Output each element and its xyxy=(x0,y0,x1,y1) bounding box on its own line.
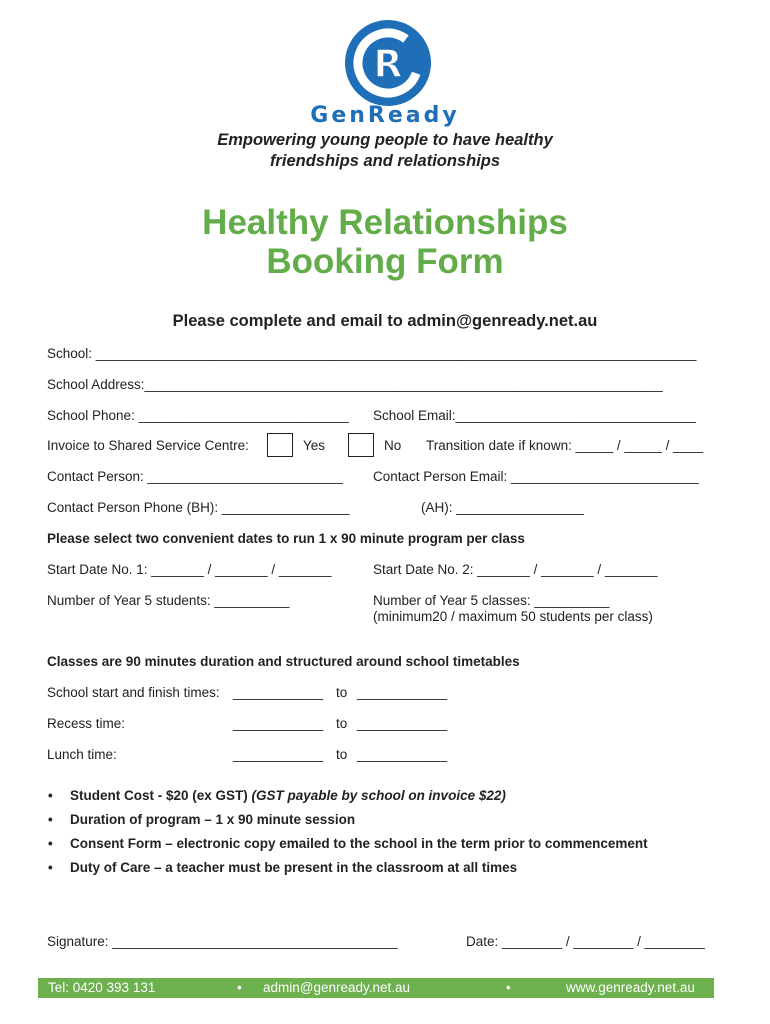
tagline-line2: friendships and relationships xyxy=(269,152,501,170)
lunch-label: Lunch time: xyxy=(47,747,117,762)
bullet-icon: • xyxy=(48,788,53,803)
bullet-icon: • xyxy=(48,812,53,827)
start-date-1-field[interactable]: Start Date No. 1: _______ / _______ / _______ xyxy=(47,562,332,577)
footer-separator: • xyxy=(506,980,511,995)
duration-text: Duration of program – 1 x 90 minute session xyxy=(70,812,356,827)
lunch-start-blank[interactable]: ____________ xyxy=(233,747,324,762)
invoice-no-checkbox[interactable] xyxy=(348,433,374,457)
bullet-icon: • xyxy=(48,836,53,851)
bullet-icon: • xyxy=(48,860,53,875)
contact-email-field[interactable]: Contact Person Email: _________________________ xyxy=(373,469,699,484)
start-finish-to: to xyxy=(336,685,348,700)
contact-person-field[interactable]: Contact Person: __________________________ xyxy=(47,469,343,484)
footer-phone: Tel: 0420 393 131 xyxy=(48,980,156,995)
year5-classes-field[interactable]: Number of Year 5 classes: __________ xyxy=(373,593,610,608)
invoice-yes-label: Yes xyxy=(303,438,326,453)
tagline-line1: Empowering young people to have healthy xyxy=(217,131,553,149)
classes-note: (minimum20 / maximum 50 students per class) xyxy=(373,609,653,624)
list-item xyxy=(48,860,648,884)
list-item xyxy=(48,812,648,836)
school-address-field[interactable]: School Address:_____________________________________________________________________ xyxy=(47,377,663,392)
contact-phone-bh-field[interactable]: Contact Person Phone (BH): _________________ xyxy=(47,500,350,515)
footer-website[interactable]: www.genready.net.au xyxy=(566,980,695,995)
contact-phone-ah-field[interactable]: (AH): _________________ xyxy=(421,500,584,515)
gst-note-text: (GST payable by school on invoice $22) xyxy=(247,788,506,803)
instruction-text: Please complete and email to admin@genready.net.au xyxy=(172,312,598,330)
duty-of-care-text: Duty of Care – a teacher must be present in the classroom at all times xyxy=(70,860,518,875)
date-field[interactable]: Date: ________ / ________ / ________ xyxy=(466,934,705,949)
footer-email[interactable]: admin@genready.net.au xyxy=(263,980,411,995)
invoice-no-label: No xyxy=(384,438,402,453)
transition-date-field[interactable]: Transition date if known: _____ / _____ / ____ xyxy=(426,438,704,453)
form-title-line2: Booking Form xyxy=(266,242,504,281)
lunch-to: to xyxy=(336,747,348,762)
school-phone-field[interactable]: School Phone: ____________________________ xyxy=(47,408,349,423)
school-field[interactable]: School: ________________________________________________________________________________ xyxy=(47,346,697,361)
finish-time-blank[interactable]: ____________ xyxy=(357,685,448,700)
times-heading: Classes are 90 minutes duration and structured around school timetables xyxy=(47,654,520,669)
recess-label: Recess time: xyxy=(47,716,126,731)
year5-students-field[interactable]: Number of Year 5 students: __________ xyxy=(47,593,290,608)
form-title-line1: Healthy Relationships xyxy=(202,203,568,242)
recess-end-blank[interactable]: ____________ xyxy=(357,716,448,731)
terms-list xyxy=(48,788,648,884)
start-time-blank[interactable]: ____________ xyxy=(233,685,324,700)
consent-text: Consent Form – electronic copy emailed to the school in the term prior to commencement xyxy=(70,836,648,851)
genready-logo xyxy=(345,20,431,106)
footer-separator: • xyxy=(237,980,242,995)
start-date-2-field[interactable]: Start Date No. 2: _______ / _______ / _______ xyxy=(373,562,658,577)
footer-bar xyxy=(38,978,714,998)
dates-heading: Please select two convenient dates to run 1 x 90 minute program per class xyxy=(47,531,525,546)
recess-to: to xyxy=(336,716,348,731)
signature-field[interactable]: Signature: ______________________________________ xyxy=(47,934,398,949)
recess-start-blank[interactable]: ____________ xyxy=(233,716,324,731)
school-email-field[interactable]: School Email:________________________________ xyxy=(373,408,696,423)
start-finish-label: School start and finish times: xyxy=(47,685,220,700)
list-item xyxy=(48,788,648,812)
lunch-end-blank[interactable]: ____________ xyxy=(357,747,448,762)
brand-name: GenReady xyxy=(310,103,460,128)
list-item xyxy=(48,836,648,860)
invoice-label: Invoice to Shared Service Centre: xyxy=(47,438,249,453)
student-cost-text: Student Cost - $20 (ex GST) xyxy=(70,788,248,803)
invoice-yes-checkbox[interactable] xyxy=(267,433,293,457)
svg-text:R: R xyxy=(373,42,403,86)
